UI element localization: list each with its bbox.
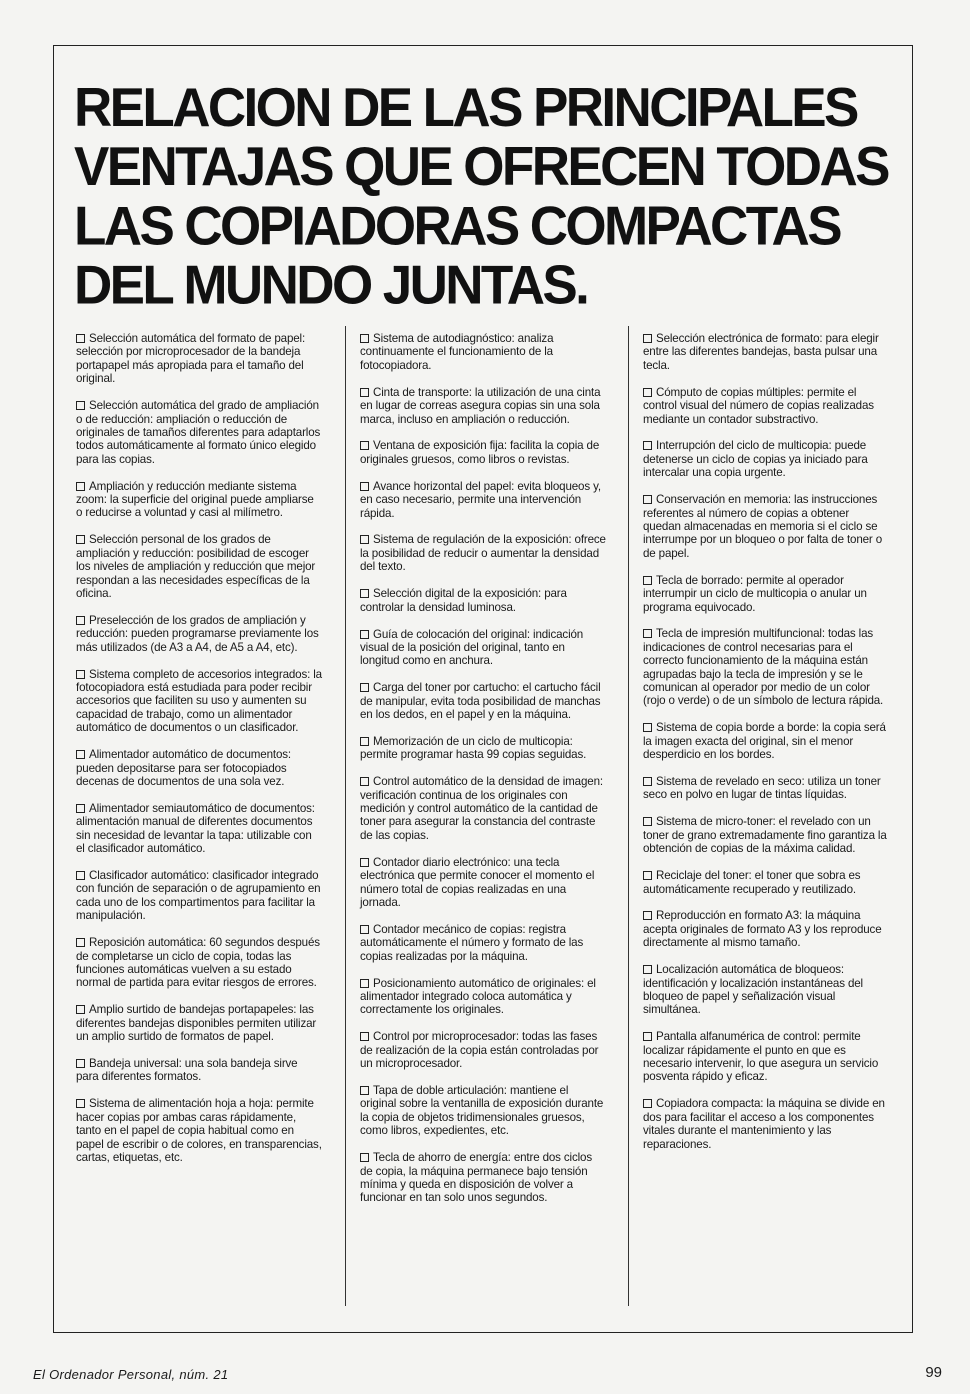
list-item	[360, 628, 606, 668]
list-item-text: Pantalla alfanumérica de control: permite localizar rápidamente el punto en que es necesario intervenir, lo que asegura un servicio posventa rápido y eficaz.	[643, 1030, 879, 1084]
column-divider	[628, 326, 629, 1306]
list-item-text: Preselección de los grados de ampliación y reducción: pueden programarse previamente los más utilizados (de A3 a A4, de A5 a A4, etc).	[76, 613, 319, 654]
list-item-text: Bandeja universal: una sola bandeja sirve para diferentes formatos.	[76, 1056, 298, 1084]
list-item-text: Interrupción del ciclo de multicopia: puede detenerse un ciclo de copias ya iniciado para intercalar una copia urgente.	[643, 439, 868, 480]
list-item-text: Selección personal de los grados de ampliación y reducción: posibilidad de escoger los niveles de ampliación y reducción que mejor respondan a las necesidades específicas de la oficina.	[76, 533, 316, 600]
list-item	[643, 627, 889, 707]
list-item	[76, 1003, 322, 1043]
checkbox-square-icon	[643, 334, 652, 343]
checkbox-square-icon	[360, 630, 369, 639]
list-item	[643, 721, 889, 761]
checkbox-square-icon	[643, 777, 652, 786]
checkbox-square-icon	[360, 535, 369, 544]
list-item	[76, 332, 322, 386]
headline	[74, 76, 888, 317]
checkbox-square-icon	[643, 965, 652, 974]
list-item	[643, 386, 889, 426]
checkbox-square-icon	[76, 804, 85, 813]
publication-footer: El Ordenador Personal, núm. 21	[33, 1367, 229, 1382]
list-item	[643, 775, 889, 802]
checkbox-square-icon	[76, 1059, 85, 1068]
list-item-text: Tecla de ahorro de energía: entre dos ciclos de copia, la máquina permanece bajo tensión mínima y queda en disposición de volver a funcionar en tan solo unos segundos.	[360, 1151, 592, 1205]
checkbox-square-icon	[360, 925, 369, 934]
list-item	[76, 668, 322, 735]
headline-line: RELACION DE LAS PRINCIPALES	[74, 76, 857, 139]
list-item	[76, 802, 322, 856]
checkbox-square-icon	[360, 1153, 369, 1162]
list-item-text: Localización automática de bloqueos: identificación y localización instantáneas del bloqueo de papel y señalización visual simultánea.	[643, 963, 863, 1017]
list-item-text: Conservación en memoria: las instrucciones referentes al número de copias a obtener quedan almacenadas en memoria si el ciclo se interrumpe por un bloqueo o por falta de toner o de papel.	[643, 493, 883, 560]
list-item	[643, 439, 889, 479]
list-item-text: Selección digital de la exposición: para controlar la densidad luminosa.	[360, 587, 567, 614]
list-item	[360, 681, 606, 721]
list-item-text: Avance horizontal del papel: evita bloqueos y, en caso necesario, permite una intervención rápida.	[360, 479, 601, 520]
checkbox-square-icon	[76, 616, 85, 625]
list-item	[360, 587, 606, 614]
checkbox-square-icon	[643, 1099, 652, 1108]
list-item	[360, 386, 606, 426]
column-2	[360, 332, 606, 1218]
checkbox-square-icon	[76, 482, 85, 491]
checkbox-square-icon	[360, 979, 369, 988]
list-item	[643, 963, 889, 1017]
checkbox-square-icon	[76, 938, 85, 947]
list-item-text: Sistema de micro-toner: el revelado con un toner de grano extremadamente fino garantiza la obtención de copias de la máxima calidad.	[643, 815, 887, 856]
page-number: 99	[925, 1364, 942, 1381]
list-item	[360, 332, 606, 372]
checkbox-square-icon	[76, 670, 85, 679]
list-item	[360, 1084, 606, 1138]
list-item-text: Reproducción en formato A3: la máquina acepta originales de formato A3 y los reproduce directamente al mismo tamaño.	[643, 909, 882, 950]
list-item-text: Carga del toner por cartucho: el cartucho fácil de manipular, evita toda posibilidad de manchas en los dedos, en el papel y en la máquina.	[360, 681, 601, 722]
column-1	[76, 332, 322, 1178]
checkbox-square-icon	[643, 723, 652, 732]
checkbox-square-icon	[643, 629, 652, 638]
list-item	[643, 909, 889, 949]
list-item-text: Alimentador automático de documentos: pueden depositarse para ser fotocopiados decenas de documentos de una sola vez.	[76, 748, 291, 788]
list-item-text: Sistema completo de accesorios integrados: la fotocopiadora está estudiada para poder recibir accesorios que faciliten su uso y aumenten su capacidad de trabajo, como un alimentador automático de documentos o un clasificador.	[76, 667, 322, 735]
list-item-text: Alimentador semiautomático de documentos: alimentación manual de diferentes documentos sin necesidad de levantar la tapa: utilizable con el clasificador automático.	[76, 801, 315, 856]
checkbox-square-icon	[360, 858, 369, 867]
list-item	[360, 856, 606, 910]
headline-line: LAS COPIADORAS COMPACTAS	[74, 195, 840, 257]
checkbox-square-icon	[360, 1086, 369, 1095]
list-item-text: Sistema de autodiagnóstico: analiza continuamente el funcionamiento de la fotocopiadora.	[360, 332, 554, 372]
checkbox-square-icon	[643, 817, 652, 826]
checkbox-square-icon	[360, 334, 369, 343]
list-item	[360, 923, 606, 963]
checkbox-square-icon	[360, 388, 369, 397]
checkbox-square-icon	[360, 482, 369, 491]
column-3	[643, 332, 889, 1165]
list-item-text: Ampliación y reducción mediante sistema zoom: la superficie del original puede ampliarse o reducirse a voluntad y casi al milímetro.	[76, 479, 314, 520]
list-item	[76, 1097, 322, 1164]
checkbox-square-icon	[76, 750, 85, 759]
headline-line: DEL MUNDO JUNTAS.	[74, 254, 588, 317]
list-item-text: Selección automática del grado de ampliación o de reducción: ampliación o reducción de originales de tamaños diferentes para adaptarlos todos automáticamente al formato único elegido para las copias.	[76, 399, 321, 466]
list-item	[360, 533, 606, 573]
list-item-text: Reposición automática: 60 segundos después de completarse un ciclo de copia, todas las funciones automáticas vuelven a su estado normal de partida para evitar riesgos de errores.	[76, 936, 320, 990]
list-item	[643, 1097, 889, 1151]
list-item	[76, 614, 322, 654]
list-item	[76, 399, 322, 466]
list-item-text: Sistema de regulación de la exposición: ofrece la posibilidad de reducir o aumentar la densidad del texto.	[360, 533, 606, 574]
list-item-text: Reciclaje del toner: el toner que sobra es automáticamente recuperado y reutilizado.	[643, 869, 861, 896]
checkbox-square-icon	[360, 777, 369, 786]
list-item	[643, 869, 889, 896]
list-item-text: Clasificador automático: clasificador integrado con función de separación o de agrupamiento en cada uno de los compartimentos para facilitar la manipulación.	[76, 869, 321, 923]
list-item	[643, 332, 889, 372]
list-item-text: Memorización de un ciclo de multicopia: permite programar hasta 99 copias seguidas.	[360, 734, 587, 762]
headline-line: VENTAJAS QUE OFRECEN TODAS	[74, 136, 888, 198]
list-item	[643, 574, 889, 614]
list-item-text: Tapa de doble articulación: mantiene el original sobre la ventanilla de exposición durante la copia de objetos tridimensionales gruesos, como libros, expedientes, etc.	[360, 1084, 604, 1138]
list-item	[643, 1030, 889, 1084]
checkbox-square-icon	[76, 1099, 85, 1108]
list-item-text: Cinta de transporte: la utilización de una cinta en lugar de correas asegura copias sin una sola marca, incluso en ampliación o reducción.	[360, 385, 601, 426]
list-item	[360, 775, 606, 842]
list-item-text: Posicionamiento automático de originales: el alimentador integrado coloca automática y correctamente los originales.	[360, 976, 596, 1017]
checkbox-square-icon	[360, 441, 369, 450]
list-item-text: Tecla de impresión multifuncional: todas las indicaciones de control necesarias para el correcto funcionamiento de la máquina están agrupadas bajo la tecla de impresión y se le comunican al operador por medio de un color (rojo o verde) o de un símbolo de lectura rápida.	[643, 627, 884, 708]
checkbox-square-icon	[360, 737, 369, 746]
list-item-text: Contador diario electrónico: una tecla electrónica que permite conocer el momento el número total de copias realizadas en una jornada.	[360, 855, 595, 909]
list-item-text: Tecla de borrado: permite al operador interrumpir un ciclo de multicopia o anular un programa equivocado.	[643, 573, 867, 614]
list-item	[76, 533, 322, 600]
checkbox-square-icon	[76, 871, 85, 880]
checkbox-square-icon	[76, 535, 85, 544]
list-item-text: Ventana de exposición fija: facilita la copia de originales gruesos, como libros o revistas.	[360, 439, 600, 466]
list-item-text: Control por microprocesador: todas las fases de realización de la copia están controladas por un microprocesador.	[360, 1030, 599, 1071]
list-item	[76, 936, 322, 990]
checkbox-square-icon	[643, 576, 652, 585]
checkbox-square-icon	[76, 334, 85, 343]
list-item-text: Copiadora compacta: la máquina se divide en dos para facilitar el acceso a los componentes vitales durante el mantenimiento y las reparaciones.	[643, 1097, 885, 1151]
list-item-text: Control automático de la densidad de imagen: verificación continua de los originales con medición y control automático de la cantidad de toner para asegurar la constancia del contraste de las copias.	[360, 775, 603, 842]
list-item	[360, 1151, 606, 1205]
checkbox-square-icon	[643, 495, 652, 504]
list-item	[360, 1030, 606, 1070]
list-item-text: Cómputo de copias múltiples: permite el control visual del número de copias realizadas mediante un contador substractivo.	[643, 385, 874, 426]
checkbox-square-icon	[643, 911, 652, 920]
list-item	[360, 480, 606, 520]
list-item	[76, 480, 322, 520]
checkbox-square-icon	[76, 401, 85, 410]
checkbox-square-icon	[643, 871, 652, 880]
list-item	[643, 493, 889, 560]
list-item	[360, 439, 606, 466]
list-item-text: Selección automática del formato de papel: selección por microprocesador de la bandeja portapapel más apropiada para el tamaño del original.	[76, 332, 306, 386]
column-divider	[345, 326, 346, 1306]
list-item	[76, 869, 322, 923]
checkbox-square-icon	[360, 589, 369, 598]
list-item	[76, 748, 322, 788]
checkbox-square-icon	[360, 683, 369, 692]
list-item	[360, 977, 606, 1017]
list-item	[76, 1057, 322, 1084]
list-item-text: Selección electrónica de formato: para elegir entre las diferentes bandejas, basta pulsar una tecla.	[643, 332, 879, 372]
checkbox-square-icon	[643, 1032, 652, 1041]
list-item-text: Guía de colocación del original: indicación visual de la posición del original, tanto en longitud como en anchura.	[360, 627, 584, 668]
list-item	[360, 735, 606, 762]
list-item-text: Amplio surtido de bandejas portapapeles: las diferentes bandejas disponibles permiten utilizar un amplio surtido de formatos de papel.	[76, 1003, 317, 1044]
checkbox-square-icon	[643, 388, 652, 397]
list-item-text: Sistema de alimentación hoja a hoja: permite hacer copias por ambas caras rápidamente, tanto en el papel de copia habitual como en papel de escribir o de colores, en transparencias, cartas, etiquetas, etc.	[76, 1097, 322, 1164]
checkbox-square-icon	[643, 441, 652, 450]
list-item	[643, 815, 889, 855]
checkbox-square-icon	[76, 1005, 85, 1014]
list-item-text: Contador mecánico de copias: registra automáticamente el número y formato de las copias realizadas por la máquina.	[360, 922, 584, 963]
list-item-text: Sistema de revelado en seco: utiliza un toner seco en polvo en lugar de tintas líquidas.	[643, 775, 881, 802]
checkbox-square-icon	[360, 1032, 369, 1041]
list-item-text: Sistema de copia borde a borde: la copia será la imagen exacta del original, sin el menor desperdicio en los bordes.	[643, 721, 886, 762]
